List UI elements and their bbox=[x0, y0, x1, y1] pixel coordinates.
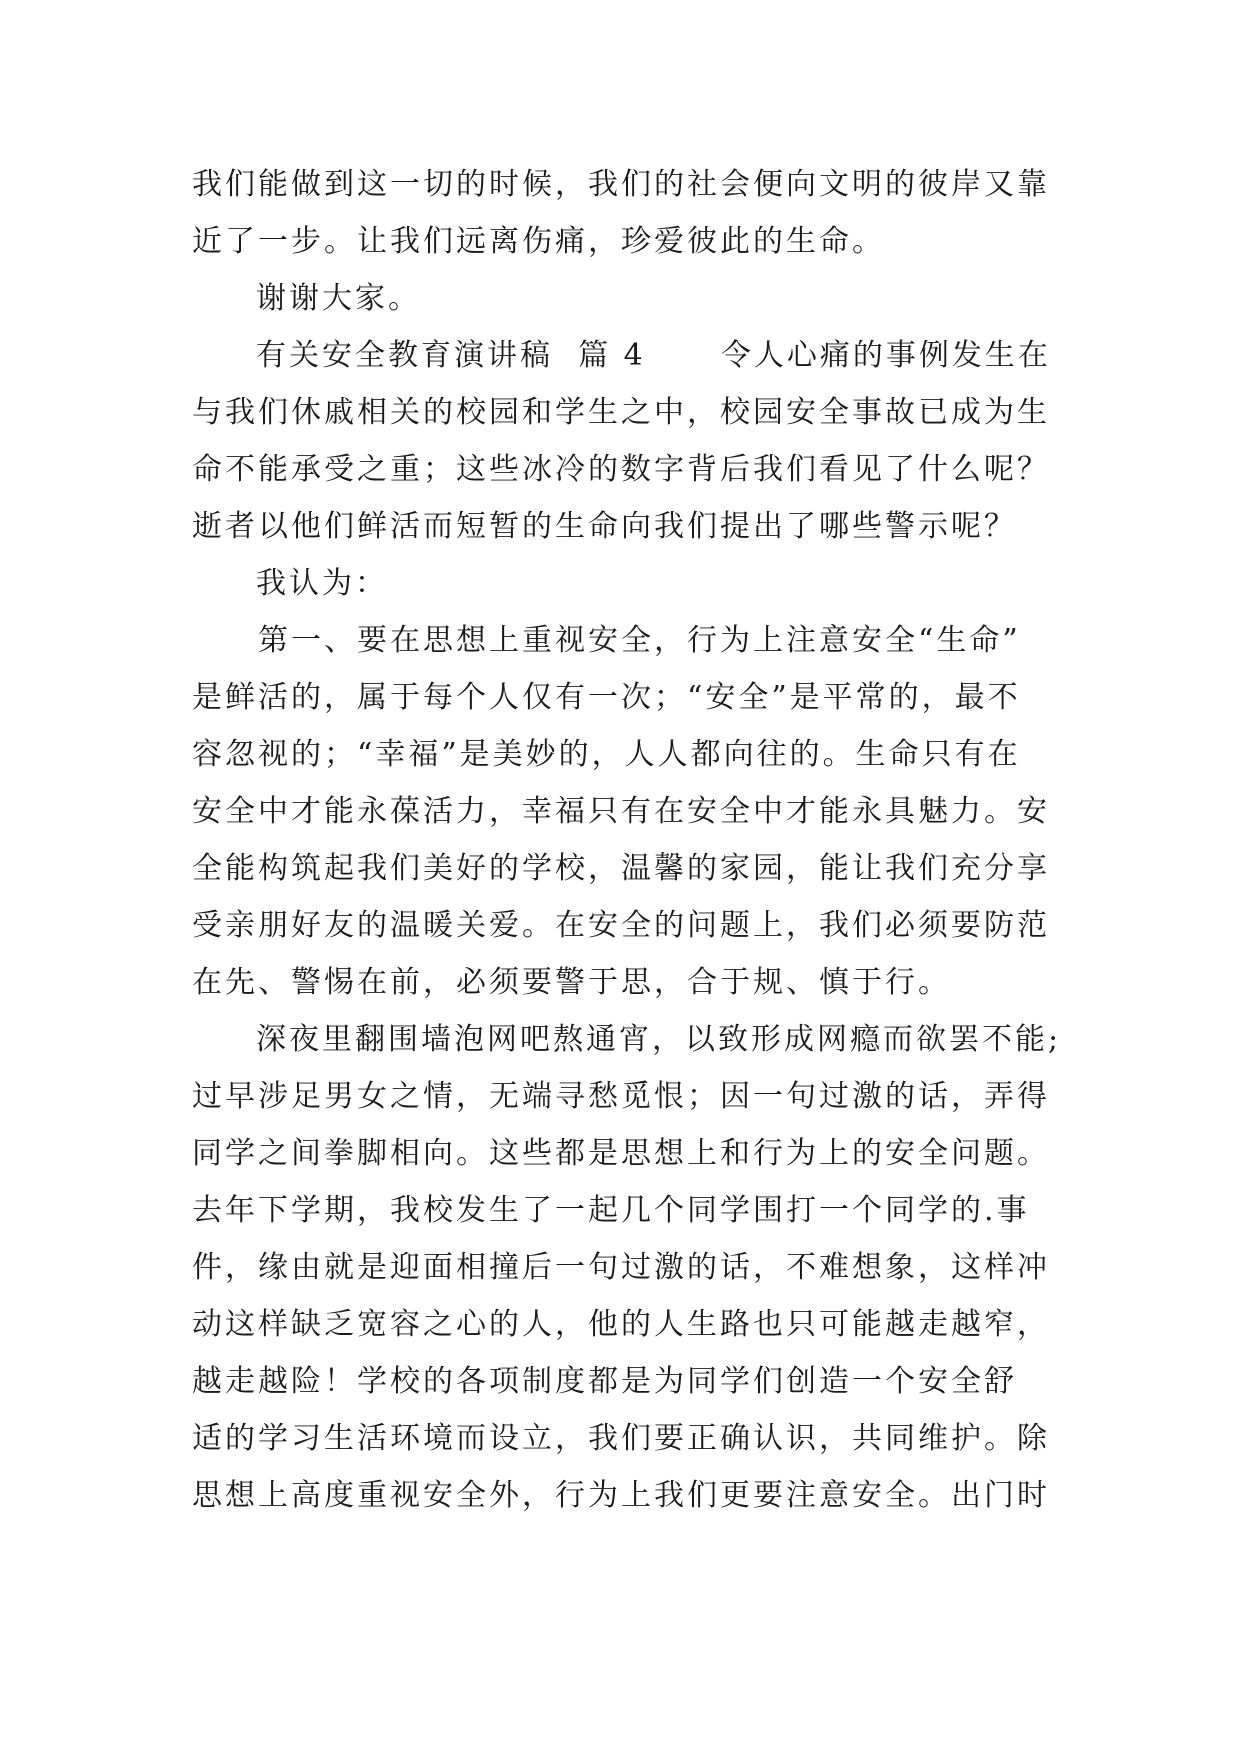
text-line: 命不能承受之重；这些冰冷的数字背后我们看见了什么呢？ bbox=[192, 452, 1050, 487]
text-line: 谢谢大家。 bbox=[256, 281, 421, 316]
text-line: 近了一步。让我们远离伤痛，珍爱彼此的生命。 bbox=[192, 224, 885, 259]
text-line: 是鲜活的，属于每个人仅有一次；“安全”是平常的，最不 bbox=[192, 680, 1021, 715]
text-line: 我们能做到这一切的时候，我们的社会便向文明的彼岸又靠 bbox=[192, 167, 1050, 202]
text-line: 过早涉足男女之情，无端寻愁觅恨；因一句过激的话，弄得 bbox=[192, 1079, 1050, 1114]
text-line: 受亲朋好友的温暖关爱。在安全的问题上，我们必须要防范 bbox=[192, 908, 1050, 943]
text-line: 件，缘由就是迎面相撞后一句过激的话，不难想象，这样冲 bbox=[192, 1250, 1050, 1285]
text-line: 动这样缺乏宽容之心的人，他的人生路也只可能越走越窄， bbox=[192, 1307, 1050, 1342]
document-body bbox=[192, 156, 1062, 1524]
text-line: 第一、要在思想上重视安全，行为上注意安全“生命” bbox=[258, 623, 1021, 658]
text-line: 同学之间拳脚相向。这些都是思想上和行为上的安全问题。 bbox=[192, 1136, 1050, 1171]
text-line: 逝者以他们鲜活而短暂的生命向我们提出了哪些警示呢？ bbox=[192, 509, 1017, 544]
text-line: 安全中才能永葆活力，幸福只有在安全中才能永具魅力。安 bbox=[192, 794, 1050, 829]
text-line: 适的学习生活环境而设立，我们要正确认识，共同维护。除 bbox=[192, 1421, 1050, 1456]
text-line: 去年下学期，我校发生了一起几个同学围打一个同学的.事 bbox=[192, 1193, 1030, 1228]
text-line: 容忽视的；“幸福”是美妙的，人人都向往的。生命只有在 bbox=[192, 737, 1021, 772]
text-line: 越走越险！学校的各项制度都是为同学们创造一个安全舒 bbox=[192, 1364, 1017, 1399]
text-line: 我认为： bbox=[256, 566, 388, 601]
text-line: 与我们休戚相关的校园和学生之中，校园安全事故已成为生 bbox=[192, 395, 1050, 430]
text-line: 思想上高度重视安全外，行为上我们更要注意安全。出门时 bbox=[192, 1478, 1050, 1513]
text-line: 全能构筑起我们美好的学校，温馨的家园，能让我们充分享 bbox=[192, 851, 1050, 886]
section-heading-line: 有关安全教育演讲稿 篇 4 令人心痛的事例发生在 bbox=[256, 338, 1051, 373]
text-line: 在先、警惕在前，必须要警于思，合于规、慎于行。 bbox=[192, 965, 951, 1000]
text-line: 深夜里翻围墙泡网吧熬通宵，以致形成网瘾而欲罢不能; bbox=[256, 1022, 1062, 1057]
